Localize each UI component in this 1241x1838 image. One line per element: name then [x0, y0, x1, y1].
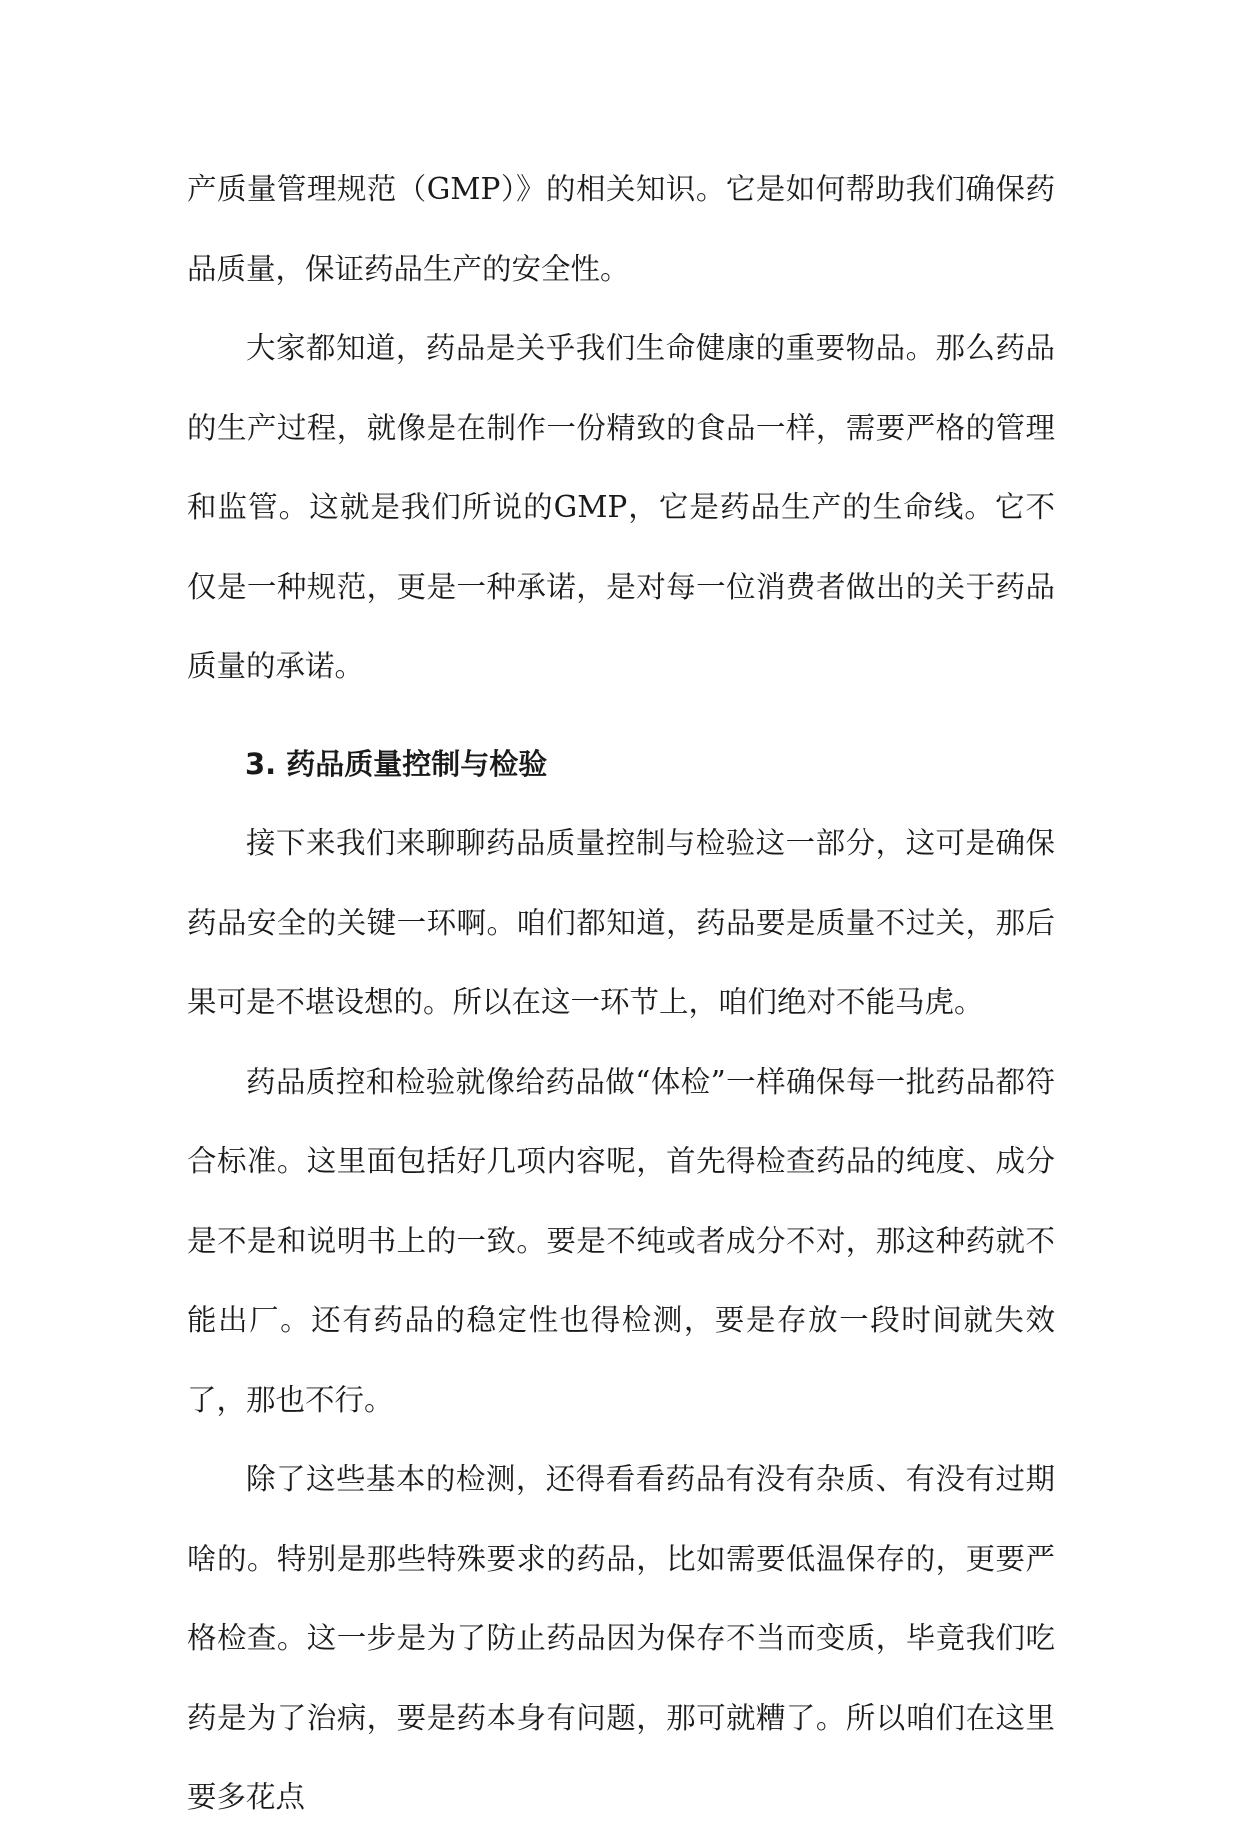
- paragraph-gmp-intro-continued: 产质量管理规范（GMP）》的相关知识。它是如何帮助我们确保药品质量，保证药品生产的安全性。: [187, 172, 1055, 286]
- paragraph-quality-inspection-items: 药品质控和检验就像给药品做“体检”一样确保每一批药品都符合标准。这里面包括好几项内容呢，首先得检查药品的纯度、成分是不是和说明书上的一致。要是不纯或者成分不对，那这种药就不能出厂。还有药品的稳定性也得检测，要是存放一段时间就失效了，那也不行。: [187, 1064, 1055, 1417]
- paragraph-gmp-importance: 大家都知道，药品是关乎我们生命健康的重要物品。那么药品的生产过程，就像是在制作一份精致的食品一样，需要严格的管理和监管。这就是我们所说的GMP，它是药品生产的生命线。它不仅是一种规范，更是一种承诺，是对每一位消费者做出的关于药品质量的承诺。: [187, 331, 1055, 683]
- paragraph-quality-control-intro: 接下来我们来聊聊药品质量控制与检验这一部分，这可是确保药品安全的关键一环啊。咱们都知道，药品要是质量不过关，那后果可是不堪设想的。所以在这一环节上，咱们绝对不能马虎。: [187, 826, 1055, 1019]
- section-heading-quality-control: 3. 药品质量控制与检验: [245, 746, 548, 781]
- document-body: [187, 150, 1055, 1838]
- paragraph-impurity-storage-checks: 除了这些基本的检测，还得看看药品有没有杂质、有没有过期啥的。特别是那些特殊要求的药品，比如需要低温保存的，更要严格检查。这一步是为了防止药品因为保存不当而变质，毕竟我们吃药是为了治病，要是药本身有问题，那可就糟了。所以咱们在这里要多花点: [187, 1462, 1055, 1814]
